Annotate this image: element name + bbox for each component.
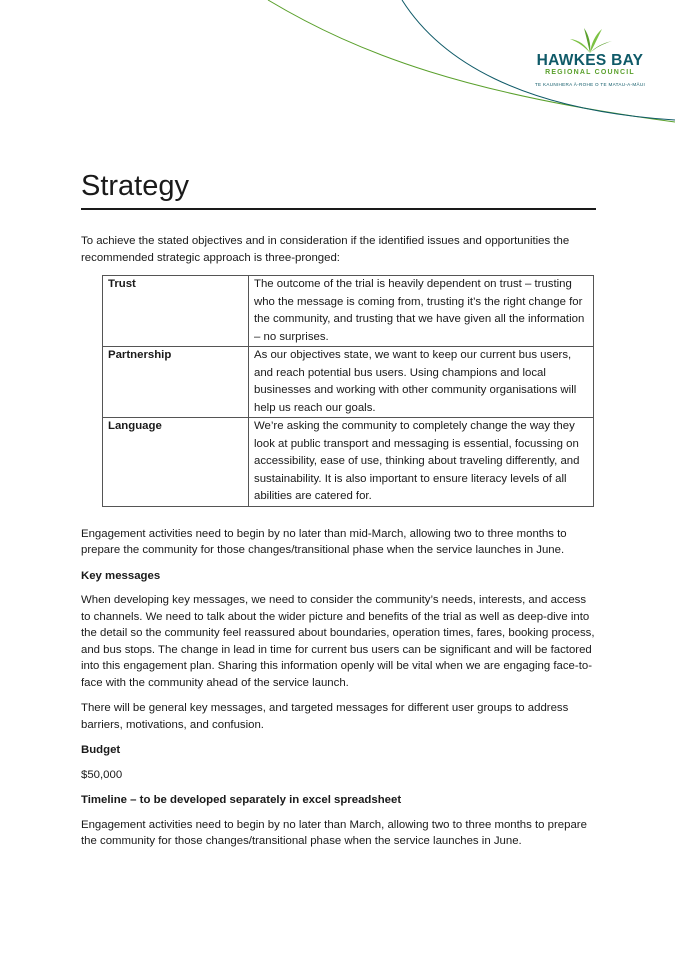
- key-messages-paragraph-2: There will be general key messages, and targeted messages for different user groups to address barriers, motivations, and confusion.: [81, 702, 569, 731]
- logo-subtitle: REGIONAL COUNCIL: [545, 69, 635, 76]
- strategy-table: [102, 275, 594, 507]
- budget-heading: Budget: [81, 744, 121, 756]
- leaf-logo-icon: [564, 26, 616, 54]
- key-messages-paragraph-1: When developing key messages, we need to consider the community’s needs, interests, and access to channels. We need to talk about the wider picture and benefits of the trial as well as deep-dive into the detail so the community feel reassured about boundaries, operation times, fares, booking process, and bus stops. The change in lead in time for current bus users can be significant and will be factored into this engagement plan. Sharing this information openly will be vital when we are engaging face-to-face with the community ahead of the service launch.: [81, 594, 595, 689]
- logo-title: HAWKES BAY: [536, 52, 644, 69]
- strategy-description: The outcome of the trial is heavily dependent on trust – trusting who the message is coming from, trusting it’s the right change for the community, and trusting that we have given all the information – no surprises.: [249, 276, 594, 347]
- page-title: Strategy: [81, 170, 189, 202]
- table-row: [103, 276, 594, 347]
- table-row: [103, 418, 594, 507]
- strategy-description: As our objectives state, we want to keep our current bus users, and reach potential bus users. Using champions and local businesses and working with other community organisations will help us reach our goals.: [249, 347, 594, 418]
- table-row: [103, 347, 594, 418]
- key-messages-heading: Key messages: [81, 569, 161, 582]
- timeline-paragraph: Engagement activities need to begin by no later than March, allowing two to three months to prepare the community for those changes/transitional phase when the service launches in June.: [81, 818, 587, 847]
- title-underline: [81, 208, 596, 210]
- strategy-term-partnership: Partnership: [103, 347, 249, 418]
- logo-tagline: TE KAUNIHERA Ā-ROHE O TE MATAU-A-MĀUI: [534, 82, 646, 87]
- strategy-description: We’re asking the community to completely change the way they look at public transport and messaging is essential, focussing on accessibility, ease of use, thinking about traveling differently, and sustainability. It is also important to ensure literacy levels of all abilities are catered for.: [249, 418, 594, 507]
- timeline-heading: Timeline – to be developed separately in excel spreadsheet: [81, 794, 402, 806]
- strategy-term-trust: Trust: [103, 276, 249, 347]
- intro-paragraph: To achieve the stated objectives and in consideration if the identified issues and opportunities the recommended strategic approach is three-pronged:: [81, 235, 570, 264]
- budget-value: $50,000: [81, 768, 123, 781]
- document-body: [81, 233, 596, 859]
- strategy-term-language: Language: [103, 418, 249, 507]
- engagement-paragraph: Engagement activities need to begin by no later than mid-March, allowing two to three months to prepare the community for those changes/transitional phase when the service launches in June.: [81, 527, 567, 556]
